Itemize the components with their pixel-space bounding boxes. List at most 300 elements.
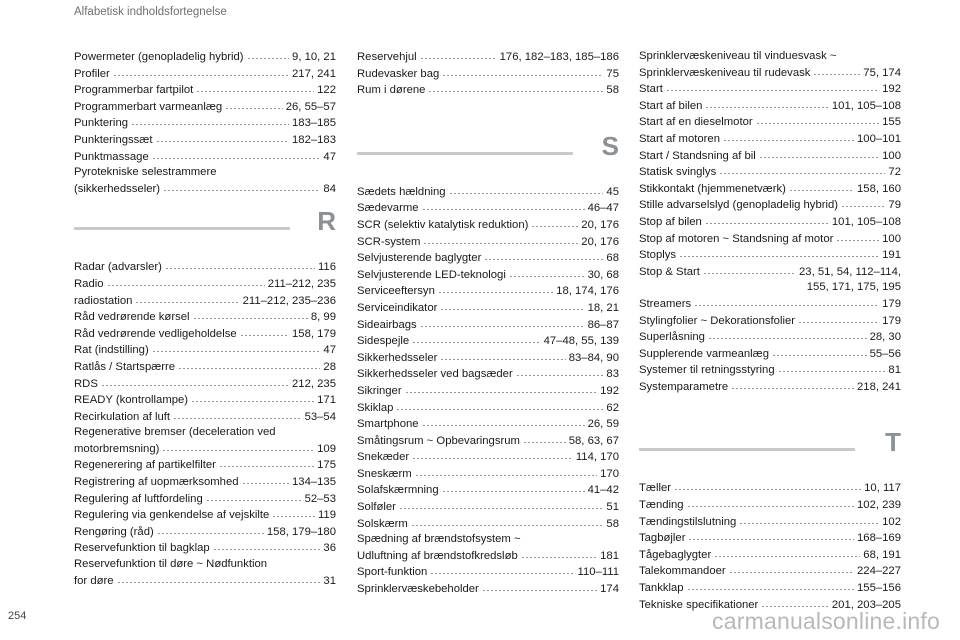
- entry-term: Smartphone: [357, 418, 419, 431]
- entry-term: Superlåsning: [639, 331, 705, 344]
- dot-leader: [430, 564, 574, 575]
- section-letter: S: [601, 130, 619, 161]
- dot-leader: [813, 65, 860, 76]
- entry-term: radiostation: [74, 294, 133, 307]
- entry-term: Recirkulation af luft: [74, 410, 171, 423]
- entry-pages: 155: [882, 116, 901, 129]
- entry-pages: 224–227: [857, 565, 901, 578]
- entry-pages: 79: [888, 199, 901, 212]
- dot-leader: [705, 98, 828, 109]
- index-entry: [74, 491, 336, 508]
- entry-line: [639, 514, 901, 531]
- entry-term: RDS: [74, 377, 98, 390]
- entry-term-continued: Sprinklervæskeniveau til rudevask: [639, 66, 811, 79]
- entry-pages: 68: [606, 252, 619, 265]
- entry-term: Start / Standsning af bil: [639, 149, 756, 162]
- dot-leader: [117, 573, 321, 584]
- dot-leader: [247, 49, 289, 60]
- dot-leader: [135, 293, 239, 304]
- entry-pages: 155–156: [857, 582, 901, 595]
- entry-pages: 9, 10, 21: [292, 51, 336, 63]
- entry-pages: 86–87: [587, 318, 619, 331]
- entry-line: [639, 530, 901, 547]
- entry-pages: 176, 182–183, 185–186: [499, 51, 619, 63]
- index-entry: [639, 148, 901, 165]
- dot-leader: [107, 276, 265, 287]
- dot-leader: [191, 392, 314, 403]
- dot-leader: [756, 114, 879, 125]
- entry-line: [639, 148, 901, 165]
- entry-line: [74, 49, 336, 66]
- entry-pages: 212, 235: [292, 377, 336, 390]
- entry-term: Radar (advarsler): [74, 261, 162, 274]
- entry-pages-continued: 155, 171, 175, 195: [806, 281, 901, 294]
- index-entry: [74, 82, 336, 99]
- dot-leader: [729, 563, 854, 574]
- entry-term: Pyrotekniske selestrammere: [74, 166, 217, 179]
- index-entry: [357, 333, 619, 350]
- entry-line: [357, 400, 619, 417]
- entry-pages: 58: [606, 517, 619, 530]
- entry-line: [357, 317, 619, 334]
- index-entry: [639, 231, 901, 248]
- dot-leader: [157, 524, 264, 535]
- dot-leader: [156, 132, 290, 143]
- index-entry: [357, 66, 619, 83]
- entry-line: [639, 114, 901, 131]
- entry-pages: 175: [317, 459, 336, 472]
- index-entry: [74, 165, 336, 197]
- dot-leader: [440, 300, 584, 311]
- dot-leader: [708, 329, 867, 340]
- entry-term: Serviceindikator: [357, 301, 438, 314]
- index-entry: [639, 530, 901, 547]
- entry-line: [639, 296, 901, 313]
- entry-line: [639, 247, 901, 264]
- dot-leader: [219, 457, 314, 468]
- entry-line: [74, 491, 336, 508]
- entry-pages: 158, 179–180: [266, 525, 336, 538]
- entry-pages: 211–212, 235–236: [242, 294, 336, 307]
- entry-pages: 183–185: [292, 117, 336, 130]
- entry-line: [74, 82, 336, 99]
- entry-term: Tagbøjler: [639, 532, 686, 545]
- index-entry: [74, 507, 336, 524]
- entry-line: [639, 264, 901, 281]
- entry-line: [357, 564, 619, 581]
- dot-leader: [206, 491, 302, 502]
- entry-line: [357, 217, 619, 234]
- entry-term: Tekniske specifikationer: [639, 598, 759, 611]
- dot-leader: [674, 480, 861, 491]
- entry-pages: 84: [323, 182, 336, 195]
- entry-pages: 218, 241: [857, 380, 901, 393]
- entry-line: [74, 507, 336, 524]
- dot-leader: [131, 115, 289, 126]
- entry-pages: 114, 170: [575, 451, 619, 464]
- index-entry: [357, 400, 619, 417]
- index-entry: [639, 480, 901, 497]
- entry-line: [74, 540, 336, 557]
- dot-leader: [165, 259, 315, 270]
- index-entry: [74, 259, 336, 276]
- index-entry: [639, 81, 901, 98]
- dot-leader: [399, 499, 604, 510]
- entry-pages: 52–53: [304, 492, 336, 505]
- dot-leader: [679, 247, 879, 258]
- index-entry: [357, 516, 619, 533]
- entry-pages: 8, 99: [310, 311, 336, 324]
- dot-leader: [688, 530, 854, 541]
- dot-leader: [841, 197, 885, 208]
- entry-pages: 168–169: [857, 532, 901, 545]
- entry-term: Tågebaglygter: [639, 548, 712, 561]
- dot-leader: [442, 66, 603, 77]
- index-entry: [357, 366, 619, 383]
- entry-line: [74, 309, 336, 326]
- entry-term: Ratlås / Startspærre: [74, 360, 176, 373]
- dot-leader: [163, 181, 320, 192]
- entry-pages: 10, 117: [864, 482, 901, 495]
- index-entry: [357, 416, 619, 433]
- entry-term: Rudevasker bag: [357, 67, 440, 80]
- entry-term: Streamers: [639, 297, 692, 310]
- index-entry: [639, 164, 901, 181]
- dot-leader: [723, 131, 854, 142]
- entry-term: Regulering af luftfordeling: [74, 492, 203, 505]
- index-entry: [74, 309, 336, 326]
- entry-pages: 158, 179: [292, 327, 336, 340]
- index-entry: [357, 234, 619, 251]
- entry-line: [74, 457, 336, 474]
- dot-leader: [739, 514, 879, 525]
- entry-line: [74, 474, 336, 491]
- entry-pages: 26, 59: [587, 418, 619, 431]
- index-entry: [357, 449, 619, 466]
- dot-leader: [836, 231, 879, 242]
- entry-line: [357, 234, 619, 251]
- entry-line: [357, 250, 619, 267]
- entry-line: [74, 293, 336, 310]
- dot-leader: [719, 164, 885, 175]
- entry-term: Spædning af brændstofsystem ~: [357, 533, 521, 546]
- entry-pages: 102, 239: [857, 499, 901, 512]
- index-entry: [74, 474, 336, 491]
- entry-line: [357, 49, 619, 66]
- entry-line: [357, 449, 619, 466]
- dot-leader: [152, 149, 321, 160]
- dot-leader: [423, 234, 578, 245]
- index-entry: [74, 376, 336, 393]
- entry-line: [639, 197, 901, 214]
- entry-pages: 181: [600, 549, 619, 562]
- entry-term: Rengøring (råd): [74, 525, 154, 538]
- index-entry: [639, 580, 901, 597]
- index-entry: [357, 317, 619, 334]
- index-entry: [357, 564, 619, 581]
- dot-leader: [101, 376, 289, 387]
- index-entry: [74, 49, 336, 66]
- running-header: Alfabetisk indholdsfortegnelse: [74, 6, 227, 18]
- entry-line: [357, 548, 619, 565]
- index-entry: [357, 482, 619, 499]
- entry-line: [639, 313, 901, 330]
- entry-term: Selvjusterende LED-teknologi: [357, 268, 506, 281]
- entry-term: Sprinklervæskeniveau til vinduesvask ~: [639, 50, 837, 62]
- entry-term: Start: [639, 83, 663, 96]
- dot-leader: [415, 466, 598, 477]
- section-letter: T: [885, 427, 901, 458]
- index-entry: [639, 346, 901, 363]
- entry-line: [74, 99, 336, 116]
- dot-leader: [772, 346, 867, 357]
- index-entry: [74, 409, 336, 426]
- entry-line: [357, 581, 619, 598]
- entry-term: Talekommandoer: [639, 565, 726, 578]
- index-column-3: [639, 49, 901, 613]
- dot-leader: [761, 597, 829, 608]
- dot-leader: [422, 200, 585, 211]
- entry-pages: 158, 160: [857, 182, 901, 195]
- index-entry: [74, 149, 336, 166]
- entry-term: Radio: [74, 277, 104, 290]
- entry-line: [639, 164, 901, 181]
- entry-pages: 53–54: [304, 410, 336, 423]
- entry-line: [357, 267, 619, 284]
- entry-term-continued: (sikkerhedsseler): [74, 182, 161, 195]
- index-entry: [639, 547, 901, 564]
- index-entry: [74, 293, 336, 310]
- index-entry: [357, 581, 619, 598]
- dot-leader: [428, 82, 603, 93]
- section-spacer: [357, 99, 619, 122]
- index-column-1: [74, 49, 336, 589]
- entry-pages: 47: [323, 150, 336, 163]
- index-entry: [74, 425, 336, 457]
- entry-pages: 217, 241: [292, 67, 336, 80]
- entry-pages: 55–56: [869, 347, 901, 360]
- entry-line: [639, 346, 901, 363]
- entry-pages: 81: [888, 364, 901, 377]
- entry-line: [74, 409, 336, 426]
- entry-line: [639, 329, 901, 346]
- entry-pages: 36: [323, 542, 336, 555]
- entry-pages: 182–183: [292, 133, 336, 146]
- entry-line: [357, 416, 619, 433]
- entry-line: [639, 563, 901, 580]
- index-entry: [639, 49, 901, 81]
- dot-leader: [694, 296, 879, 307]
- entry-pages: 100: [882, 232, 901, 245]
- index-entry: [74, 557, 336, 589]
- entry-pages: 83: [606, 368, 619, 381]
- dot-leader: [731, 379, 854, 390]
- dot-leader: [516, 366, 604, 377]
- entry-term: Sikkerhedsseler: [357, 351, 438, 364]
- entry-line: [639, 214, 901, 231]
- entry-line: [357, 499, 619, 516]
- entry-line: [639, 131, 901, 148]
- dot-leader: [225, 99, 283, 110]
- entry-line: [357, 82, 619, 99]
- index-entry: [357, 184, 619, 201]
- index-entry: [357, 217, 619, 234]
- dot-leader: [420, 317, 585, 328]
- entry-line: [357, 482, 619, 499]
- dot-leader: [152, 342, 321, 353]
- entry-term: Regenerative bremser (deceleration ved: [74, 426, 276, 439]
- entry-line: [639, 98, 901, 115]
- entry-pages: 68, 191: [863, 548, 901, 561]
- entry-pages: 75, 174: [863, 66, 901, 79]
- entry-pages: 62: [606, 401, 619, 414]
- entry-pages: 100: [882, 149, 901, 162]
- dot-leader: [703, 264, 796, 275]
- entry-term: Powermeter (genopladelig hybrid): [74, 51, 244, 63]
- entry-term: Rat (indstilling): [74, 344, 149, 357]
- entry-line: [74, 392, 336, 409]
- entry-pages: 72: [888, 166, 901, 179]
- entry-pages: 201, 203–205: [831, 598, 901, 611]
- index-entry: [74, 66, 336, 83]
- section-letter: R: [317, 206, 336, 237]
- entry-term: READY (kontrollampe): [74, 394, 189, 407]
- entry-pages: 116: [317, 261, 336, 274]
- entry-term: Serviceeftersyn: [357, 285, 435, 298]
- dot-leader: [178, 359, 320, 370]
- entry-line: [74, 441, 336, 458]
- entry-term: Regulering via genkendelse af vejskilte: [74, 509, 270, 522]
- index-entry: [639, 98, 901, 115]
- index-entry: [357, 267, 619, 284]
- index-entry: [639, 264, 901, 296]
- entry-line: [639, 480, 901, 497]
- dot-leader: [193, 309, 308, 320]
- section-rule: [74, 227, 290, 230]
- index-entry: [357, 383, 619, 400]
- entry-pages: 179: [882, 314, 901, 327]
- entry-term: Sprinklervæskebeholder: [357, 583, 479, 596]
- section-spacer: [639, 395, 901, 418]
- entry-term: Reservefunktion til døre ~ Nødfunktion: [74, 558, 268, 571]
- index-entry: [357, 499, 619, 516]
- index-entry: [639, 247, 901, 264]
- entry-line: [639, 81, 901, 98]
- dot-leader: [412, 333, 540, 344]
- entry-pages: 18, 21: [587, 301, 619, 314]
- entry-term: Regenerering af partikelfilter: [74, 459, 216, 472]
- index-entry: [639, 563, 901, 580]
- dot-leader: [162, 441, 314, 452]
- entry-term: Stille advarselslyd (genopladelig hybrid): [639, 199, 839, 212]
- index-entry: [74, 132, 336, 149]
- entry-term-continued: Udluftning af brændstofkredsløb: [357, 549, 518, 562]
- entry-line: [74, 66, 336, 83]
- dot-leader: [687, 497, 854, 508]
- entry-pages: 101, 105–108: [831, 99, 901, 112]
- dot-leader: [449, 184, 604, 195]
- entry-pages: 134–135: [292, 476, 336, 489]
- entry-term: Råd vedrørende vedligeholdelse: [74, 327, 237, 340]
- index-entry: [639, 296, 901, 313]
- letter-section-header: [639, 418, 901, 480]
- entry-pages: 100–101: [857, 132, 901, 145]
- entry-line: [357, 300, 619, 317]
- entry-line: [357, 333, 619, 350]
- letter-section-header: [357, 122, 619, 184]
- entry-term: Start af motoren: [639, 132, 720, 145]
- entry-term: Supplerende varmeanlæg: [639, 347, 769, 360]
- dot-leader: [705, 214, 829, 225]
- index-entry: [357, 283, 619, 300]
- entry-term: Stop af bilen: [639, 215, 702, 228]
- entry-pages: 192: [600, 384, 619, 397]
- index-entry: [639, 329, 901, 346]
- entry-pages: 102: [882, 515, 901, 528]
- index-entry: [74, 540, 336, 557]
- entry-term: Programmerbart varmeanlæg: [74, 100, 223, 113]
- entry-term: Sideairbags: [357, 318, 417, 331]
- dot-leader: [484, 250, 603, 261]
- dot-leader: [482, 581, 597, 592]
- entry-pages: 171: [317, 394, 336, 407]
- entry-term: Tæller: [639, 482, 672, 495]
- dot-leader: [778, 362, 886, 373]
- entry-term: Sædevarme: [357, 202, 419, 215]
- entry-pages: 51: [606, 501, 619, 514]
- entry-pages: 31: [323, 574, 336, 587]
- index-entry: [639, 131, 901, 148]
- entry-line: [74, 376, 336, 393]
- entry-line: [639, 362, 901, 379]
- entry-pages: 179: [882, 297, 901, 310]
- entry-line: [74, 573, 336, 590]
- entry-term: Tændingstilslutning: [639, 515, 737, 528]
- index-entry: [357, 300, 619, 317]
- entry-term: Registrering af uopmærksomhed: [74, 476, 239, 489]
- entry-pages: 46–47: [587, 202, 619, 215]
- entry-line: [357, 350, 619, 367]
- entry-pages: 23, 51, 54, 112–114,: [799, 265, 901, 278]
- entry-term: Systemparametre: [639, 380, 729, 393]
- index-column-2: [357, 49, 619, 598]
- entry-line: [74, 259, 336, 276]
- dot-leader: [213, 540, 321, 551]
- entry-term: Tænding: [639, 499, 684, 512]
- entry-term: Sædets hældning: [357, 185, 446, 198]
- entry-pages: 83–84, 90: [568, 351, 619, 364]
- entry-term: Programmerbar fartpilot: [74, 84, 194, 97]
- entry-pages: 18, 174, 176: [556, 285, 619, 298]
- entry-term: Sport-funktion: [357, 566, 428, 579]
- dot-leader: [405, 383, 598, 394]
- entry-term: Punkteringssæt: [74, 133, 153, 146]
- dot-leader: [523, 433, 566, 444]
- entry-term: Stylingfolier ~ Dekorationsfolier: [639, 314, 796, 327]
- entry-term: Start af bilen: [639, 99, 703, 112]
- entry-term: Solskærm: [357, 517, 408, 530]
- entry-term: Rum i dørene: [357, 84, 426, 97]
- entry-line: [639, 181, 901, 198]
- entry-pages: 110–111: [577, 566, 619, 579]
- entry-term: Statisk svinglys: [639, 166, 717, 179]
- index-entry: [639, 181, 901, 198]
- entry-pages: 192: [882, 83, 901, 96]
- entry-pages: 75: [606, 67, 619, 80]
- dot-leader: [440, 350, 565, 361]
- entry-term: Sikkerhedsseler ved bagsæder: [357, 368, 513, 381]
- entry-line: [357, 366, 619, 383]
